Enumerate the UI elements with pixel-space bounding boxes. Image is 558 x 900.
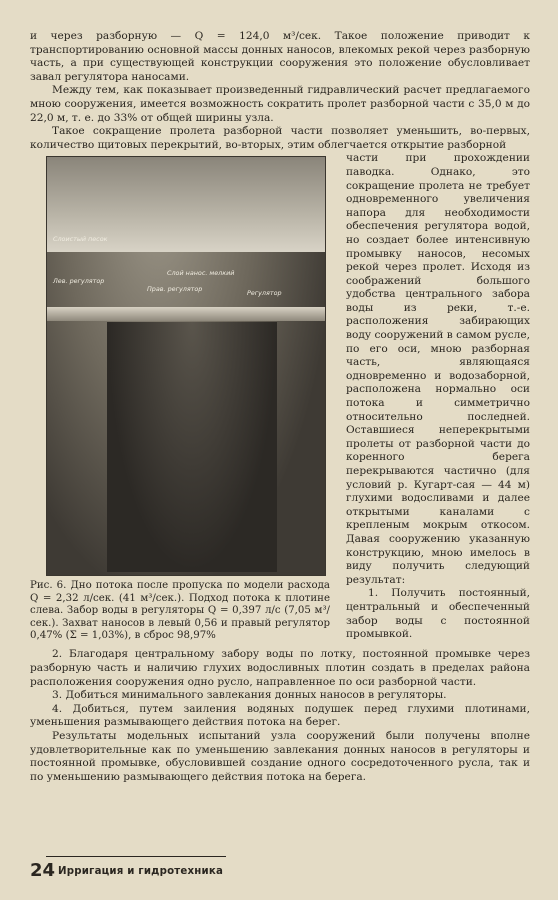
figure-section (30, 152, 530, 641)
photo-label: Слой нанос. мелкий (167, 269, 235, 278)
figure-photo (46, 156, 326, 576)
photo-label: Лев. регулятор (53, 277, 105, 286)
list-item-1: 1. Получить постоянный, центральный и обеспеченный забор воды с постоянной промывкой. (346, 587, 530, 641)
photo-label: Слоистый песок (53, 235, 108, 244)
paragraph-3: Такое сокращение пролета разборной части позволяет уменьшить, во-первых, количество щитовых перекрытий, во-вторых, этим облегчается открытие разборной (30, 125, 530, 151)
figure (30, 156, 330, 642)
journal-title: Ирригация и гидротехника (58, 866, 224, 877)
paragraph-1: и через разборную — Q = 124,0 м³/сек. Такое положение приводит к транспортированию основной массы донных наносов, влекомых рекой через разборную часть, а при существующей конструкции сооружения это положение обусловливает завал регулятора наносами. (30, 30, 530, 83)
figure-caption: Рис. 6. Дно потока после пропуска по модели расхода Q = 2,32 л/сек. (41 м³/сек.). Подход потока к плотине слева. Забор воды в регуляторы Q = 0,397 л/с (7,05 м³/сек.). Захват наносов в левый 0,56 и правый регулятор 0,47% (Σ = 1,03%), в сброс 98,97% (30, 580, 330, 641)
page-number: 24 (30, 860, 56, 881)
paragraph-results: Результаты модельных испытаний узла сооружений были получены вполне удовлетворительные как по уменьшению завлекания донных наносов в регуляторы и постоянной промывке, обусловившей создание одного сосредоточенного русла, так и по уменьшению размывающего действия потока на берега. (30, 729, 530, 783)
photo-label: Регулятор (247, 289, 282, 298)
list-item-2: 2. Благодаря центральному забору воды по лотку, постоянной промывке через разборную часть и наличию глухих водосливных плотин создать в пределах района расположения сооружения одно русло, направленное по оси разборной части. (30, 648, 530, 688)
right-column-text: части при прохождении паводка. Однако, это сокращение пролета не требует одновременного увеличения напора для необходимости обеспечения регулятора водой, но создает более интенсивную промывку наносов, несомых рекой через пролет. Исходя из соображений большого удобства центрального забора воды из реки, т.-е. расположения забирающих воду сооружений в самом русле, по его оси, мною разборная часть, являющаяся одновременно и водозаборной, расположена нормально оси потока и симметрично относительно последней. Оставшиеся неперекрытыми пролеты от разборной части до коренного берега перекрываются частично (для условий р. Кугарт-сая — 44 м) глухими водосливами и далее открытыми каналами с крепленым мокрым откосом. Давая сооружению указанную конструкцию, мною имелось в виду получить следующий результат: (346, 152, 530, 586)
paragraph-2: Между тем, как показывает произведенный гидравлический расчет предлагаемого мною сооружения, имеется возможность сократить пролет разборной части с 35,0 м до 22,0 м, т. е. до 33% от общей ширины узла. (30, 84, 530, 124)
list-item-3: 3. Добиться минимального завлекания донных наносов в регуляторы. (52, 689, 447, 702)
photo-label: Прав. регулятор (147, 285, 203, 294)
list-item-4: 4. Добиться, путем заиления водяных подушек перед глухими плотинами, уменьшения размывающего действия потока на берег. (30, 702, 530, 729)
